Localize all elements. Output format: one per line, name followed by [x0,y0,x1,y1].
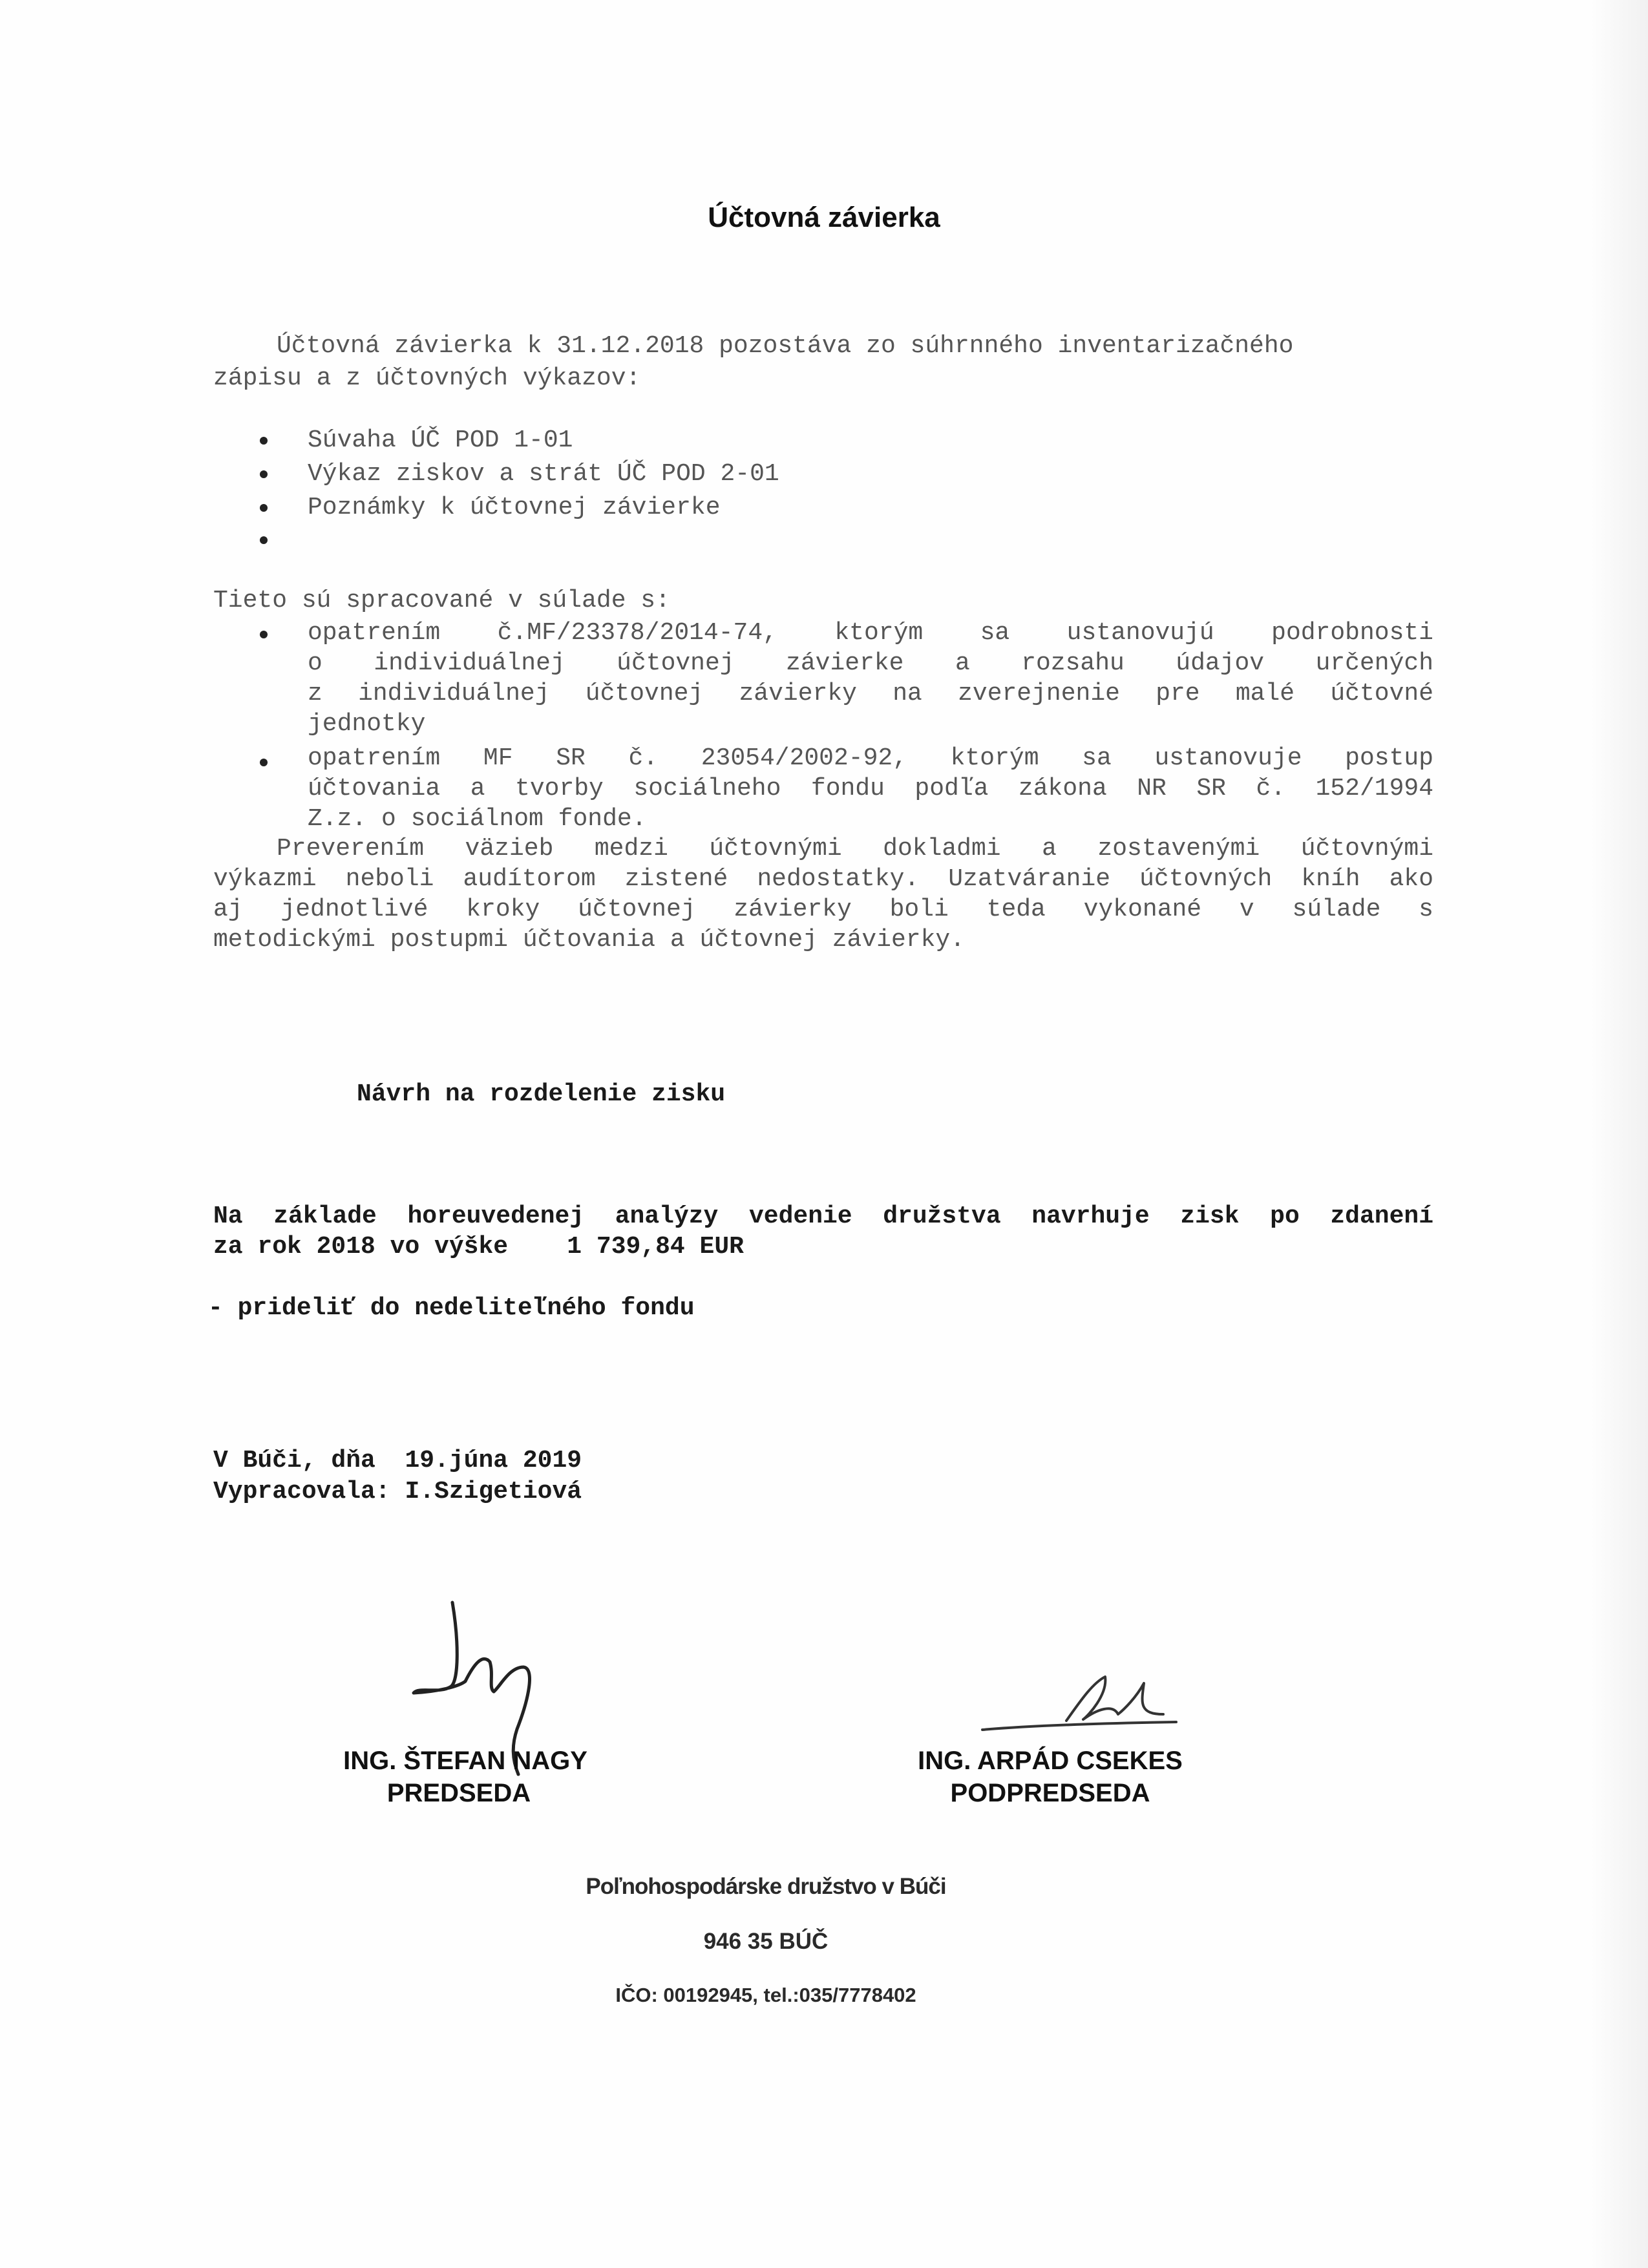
stamp-line-2: 946 35 BÚČ [703,1929,829,1954]
bullet-icon [260,759,268,766]
signature-csekes [969,1664,1183,1741]
regulation-1-line-1: opatrením č.MF/23378/2014-74, ktorým sa ustanovujú podrobnosti [308,619,1433,647]
proposal-allocation: - prideliť do nedeliteľného fondu [208,1294,695,1322]
page-edge-shadow [1590,0,1648,2268]
verification-line-4: metodickými postupmi účtovania a účtovnej závierky. [213,926,965,954]
verification-line-3: aj jednotlivé kroky účtovnej závierky boli teda vykonané v súlade s [213,896,1433,923]
bullet-icon [260,504,268,512]
document-title: Účtovná závierka [708,202,940,233]
list-item: Poznámky k účtovnej závierke [308,494,721,521]
compliance-intro: Tieto sú spracované v súlade s: [213,587,670,614]
verification-line-1: Preverením väzieb medzi účtovnými dokladmi a zostavenými účtovnými [277,835,1433,863]
list-item: Súvaha ÚČ POD 1-01 [308,426,573,454]
regulation-1-line-2: o individuálnej účtovnej závierke a rozsahu údajov určených [308,649,1433,677]
verification-line-2: výkazmi neboli audítorom zistené nedostatky. Uzatváranie účtovných kníh ako [213,865,1433,893]
proposal-line-1: Na základe horeuvedenej analýzy vedenie družstva navrhuje zisk po zdanení [213,1202,1433,1230]
signatory-role: PREDSEDA [386,1779,531,1807]
regulation-2-line-3: Z.z. o sociálnom fonde. [308,805,647,833]
list-item: Výkaz ziskov a strát ÚČ POD 2-01 [308,460,779,488]
proposal-heading: Návrh na rozdelenie zisku [357,1080,726,1108]
place-date: V Búči, dňa 19.júna 2019 [213,1447,582,1475]
proposal-line-2: za rok 2018 vo výške 1 739,84 EUR [213,1233,744,1261]
signatory-name: ING. ŠTEFAN NAGY [343,1747,587,1775]
bullet-icon [260,536,268,544]
bullet-icon [260,437,268,445]
regulation-1-line-4: jednotky [308,710,426,738]
prepared-by: Vypracovala: I.Szigetiová [213,1478,582,1506]
regulation-1-line-3: z individuálnej účtovnej závierky na zverejnenie pre malé účtovné [308,680,1433,708]
stamp-line-3: IČO: 00192945, tel.:035/7778402 [615,1984,916,2006]
bullet-icon [260,470,268,478]
signatory-name: ING. ARPÁD CSEKES [918,1747,1183,1775]
intro-line-1: Účtovná závierka k 31.12.2018 pozostáva zo súhrnného inventarizačného [277,332,1294,360]
signatory-role: PODPREDSEDA [950,1779,1150,1807]
intro-line-2: zápisu a z účtovných výkazov: [213,364,641,392]
regulation-2-line-2: účtovania a tvorby sociálneho fondu podľa zákona NR SR č. 152/1994 [308,775,1433,803]
regulation-2-line-1: opatrením MF SR č. 23054/2002-92, ktorým sa ustanovuje postup [308,744,1433,772]
stamp-line-1: Poľnohospodárske družstvo v Búči [586,1874,946,1899]
bullet-icon [260,631,268,638]
